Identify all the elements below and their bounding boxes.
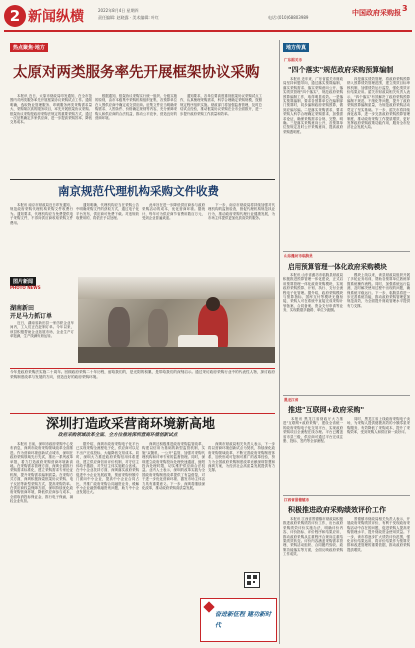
star-icon — [203, 601, 214, 612]
article-linqu-col2: 模块上线以来，该县财政局组织开展了多轮业务培训，帮助各预算单位熟练掌握系统操作流程。同时，加强系统运行监测，及时解决使用过程中出现的问题，确保系统平稳运行。下一步，临朐县将进一步完善系统功能，推动政府采购管理更加规范高效，为全面提升财政管理水平提供有力支撑。 — [347, 273, 410, 308]
article-nanjing-col2: 通知明确，代理机构应当在采购公告中明确采购文件的获取方式，通过电子化平台发布，供应商可免费下载。对违规收取费用的，将依法予以处理。 — [76, 203, 139, 221]
headline-heilongjiang: 推进"互联网+政府采购" — [288, 406, 365, 414]
contact-phone: 电话:(010)68803989 — [268, 15, 309, 20]
article-shenzhen-col2: 据介绍，深圳市政府采购电子化平台已实现采购全流程电子化，供应商可以足不出户完成投标，大幅降低交易成本。同时，深圳大力推进政府采购信用体系建设，建立供应商信用评价机制，对守信主体给予激励，对失信主体实施联合惩戒。在中小企业扶持方面，深圳落实政府采购促进中小企业发展政策，预留采购份额专门面向中小企业，提高中小企业合同占比，并推广政府采购合同融资业务，缓解中小企业融资难融资贵问题，助力中小企业发展壮大。 — [76, 442, 139, 495]
right-section-tab: 地方传真 — [283, 43, 309, 52]
page-number: 3 — [402, 4, 408, 13]
masthead-rule — [4, 30, 412, 32]
article-taiyuan-col3: 通知要求，各单位要高度重视框架协议采购试点工作，认真梳理采购需求，科学合理确定采购规模，按照规定程序组织实施。财政部门将加强监督管理，及时总结试点经验，推动框架协议采购在全市全面推开，进一步提升政府采购工作质量和效率。 — [180, 94, 262, 116]
article-jingdezhen-col2: 景德镇市财政局相关负责人表示，开展政府采购绩效评价，有利于发现政府采购活动中存在的问题，促进采购人提高采购管理水平，提升财政资金使用效益。下一步，该市将逐步扩大绩效评价范围，强化评价结果运用，将评价结果作为预算安排和改进管理的重要依据，推动政府采购提质增效。 — [347, 517, 410, 552]
photo-caption: 近日，湖南省新田县一家纺织企业车间内，工人们正在赶制订单。今年以来，该县积极帮助企业拓展市场，企业生产订单饱满，生产线满负荷运转。 — [10, 321, 74, 339]
article-heilongjiang-col2: 同时，黑龙江省上线政府采购电子卖场，为采购人提供便捷高效的小额零星采购服务，有效降低了采购成本，提升了采购效率，受到采购人和供应商一致好评。 — [347, 417, 410, 435]
article-shaoguan-col1: 本报讯 近年来，广东省韶关市财政局坚持问题导向，通过落实预算编制、落实采购需求、落实采购意向公开、落实绩效管理"四个落实"，规范政府采购预算编制工作，取得明显成效。一是落实预算编制，要求各预算单位在编制部门预算时，同步编制政府采购预算，做到应编尽编。二是落实采购需求，要求采购人科学合理确定采购需求，加强需求论证，确保采购需求合规、完整、明确。三是落实采购意向公开，各预算单位按规定及时公开采购意向，提高政府采购透明度。 — [283, 77, 343, 134]
tag-linqu: 山东潍坊市临朐县 — [284, 254, 313, 258]
article-taiyuan-col1: 本报讯 近日，太原市财政局印发通知，在全市范围内对两类服务率先开展框架协议采购试点工作。通知明确，选取物业管理服务、印刷服务两类采购需求量大、采购频次高的服务项目，率先开展框架协议采购。框架协议采购是政府采购法规定的重要采购方式，通过一次征集确定多家供应商，进一步提高采购效率、降低交易成本。 — [10, 94, 92, 125]
article-shenzhen-col3: 深圳还积极推进政府采购监管改革，构建以信用为基础的新型监管机制，实施"双随机、一公开"监管，加强对采购代理机构和评审专家的监督管理。同时，深圳建立政府采购投诉处理快速通道，缩短投诉处理时限，切实维护供应商合法权益。业内人士表示，深圳的改革实践为全国政府采购制度改革提供了有益借鉴，对于进一步优化营商环境、激发市场主体活力具有重要意义。下一步，深圳将继续深化改革，推动政府采购高质量发展。 — [142, 442, 205, 491]
editor-credits: 责任编辑: 赵晓露 · 美术编辑: 叶红 — [98, 15, 160, 20]
article-shenzhen-col1: 本报讯 日前，深圳市政府采购中心发布消息，深圳市政府采购领域改革全面推进。作为营商环境创新试点城市，深圳在政府采购领域先行先试，推出一系列改革举措，着力打造政府采购营商环境新高地。在采购需求管理方面，深圳全面推行采购需求标准化，建立采购需求专家论证机制，提升采购需求编制质量。在采购方式方面，深圳积极探索框架协议采购、电子反拍等新型采购方式，提高采购效率。在供应商权益保障方面，深圳持续优化政府采购营商环境，降低供应商参与成本，全面取消投标保证金，推行电子保函，减轻企业负担。 — [10, 442, 73, 504]
article-nanjing-col3: 此举旨在进一步降低供应商参与政府采购活动的成本，优化营商环境。据统计，每年可为供应商节省费用数百万元，受到企业普遍欢迎。 — [142, 203, 205, 221]
article-shaoguan-col2: 四是落实绩效管理，将政府采购预算纳入预算绩效管理范围，建立绩效目标审核机制，加强绩效运行监控，强化绩效评价结果应用。韶关市财政局相关负责人表示，"四个落实"有效解决了政府采购预算编制不规范、不细化等问题，提升了政府采购预算编制质量，为规范政府采购活动奠定了坚实基础。下一步，韶关市将持续深化改革，进一步完善政府采购预算管理制度，推动政府采购工作提质增效，更好发挥政府采购政策功能作用，服务全市经济社会发展大局。 — [347, 77, 410, 130]
photo-title-2: 开足马力抓订单 — [10, 313, 53, 320]
article-heilongjiang-col1: 本报讯 黑龙江省财政厅大力推进"互联网+政府采购"，建设全省统一的政府采购电子化交易平台，实现政府采购项目全流程在线办理。平台已覆盖省市县三级，供应商可通过平台完成注册、投标、签约等全部流程。 — [283, 417, 343, 444]
headline-taiyuan: 太原对两类服务率先开展框架协议采购 — [13, 65, 260, 81]
tag-jingdezhen: 江西省景德镇市 — [284, 498, 310, 502]
headline-nanjing: 南京规范代理机构采购文件收费 — [58, 184, 219, 198]
qr-code-icon — [244, 572, 260, 588]
article-nanjing-col1: 本报讯 南京市财政局近日印发通知，规范政府采购代理机构采购文件收费行为。通知要求，代理机构应当免费提供电子采购文件，不得向供应商收取采购文件费用。 — [10, 203, 73, 225]
headline-shaoguan: "四个落实"规范政府采购预算编制 — [288, 66, 394, 74]
photo-title-1: 湖南新田 — [10, 305, 35, 312]
article-linqu-col1: 本报讯 山东省潍坊市临朐县财政局积极推进预算管理一体化建设，正式启用预算管理一体化政府采购模块，实现政府采购预算、计划、执行、支付全流程电子化管理。据介绍，政府采购模块与预算指标、国库支付等模块无缝衔接，采购人可在系统中直接完成采购计划备案、合同备案、资金支付申请等业务，实现数据多跑路、单位少跑腿。 — [283, 273, 343, 313]
tag-shaoguan: 广东韶关市 — [284, 58, 302, 62]
article-taiyuan-col2: 根据通知，框架协议采购实行统一组织、分级实施的原则，由市本级集中采购机构组织征集，各预算单位在入围供应商中确定成交供应商。征集文件应当明确采购需求、入围条件、价格确定规则等内容，充分保障采购人和供应商的合法权益，推动公平竞争，营造良好的营商环境。 — [95, 94, 177, 121]
column-divider — [279, 40, 280, 644]
factory-photo — [78, 277, 275, 363]
headline-shenzhen: 深圳打造政采营商环境新高地 — [46, 417, 216, 432]
section-logo-icon: 2 — [4, 5, 26, 27]
worker-figure — [108, 307, 130, 347]
divider — [10, 179, 275, 180]
worker-figure — [148, 309, 168, 347]
headline-linqu: 启用预算管理一体化政府采购模块 — [288, 263, 387, 271]
issue-date: 2022年8月4日 星期四 — [98, 8, 139, 13]
banner-slogan: 奋进新征程 建功新时代 — [215, 611, 272, 629]
photo-news-tab: 图片新闻 — [10, 277, 36, 286]
article-jingdezhen-col1: 本报讯 江西省景德镇市财政局积极推进政府采购绩效评价工作，出台政府采购绩效评价实施办法，明确评价内容、评价指标、评价程序和结果应用，推动政府采购从注重程序合规向注重结果绩效转变。评价内容涵盖采购需求管理、采购活动组织、合同履约验收、政策功能落实等方面，全面反映政府采购工作成效。 — [283, 517, 343, 557]
paper-name: 中国政府采购报 — [352, 8, 401, 17]
anniversary-intro: 今年是政府采购法实施二十周年。回顾政府采购二十年历程，留给我们的，是光阴的积累，是带给我们的深刻启示。通过采访政府采购行业中的代表性人物，探讨政府采购制度改革与发展的方向，营造良好的政府采购环境。 — [10, 368, 275, 414]
article-nanjing-col4: 下一步，南京市财政局将持续加强对代理机构的监督检查，督促代理机构规范执业行为，推动政府采购代理行业健康发展，为市场主体提供更加优质高效的服务。 — [208, 203, 275, 221]
subhead-shenzhen: 政府采购领域改革全面、全方位推进深圳营商环境创新试点 — [58, 433, 178, 438]
headline-jingdezhen: 积极推进政府采购绩效评价工作 — [288, 506, 386, 514]
tag-heilongjiang: 黑龙江省 — [284, 398, 299, 402]
photo-news-brand: PHOTO NEWS — [10, 285, 41, 290]
left-section-tab: 热点聚焦·地方 — [10, 43, 48, 52]
campaign-banner — [200, 598, 277, 642]
section-title: 新闻纵横 — [28, 9, 84, 25]
article-shenzhen-col4: 深圳市财政局相关负责人表示，下一步将以营商环境创新试点为契机，持续深化政府采购领域改革，不断完善政府采购制度体系，加快形成可复制可推广的改革经验，努力为全国政府采购制度改革贡献深圳智慧和深圳方案，为经济社会高质量发展提供有力支撑。 — [208, 442, 275, 473]
